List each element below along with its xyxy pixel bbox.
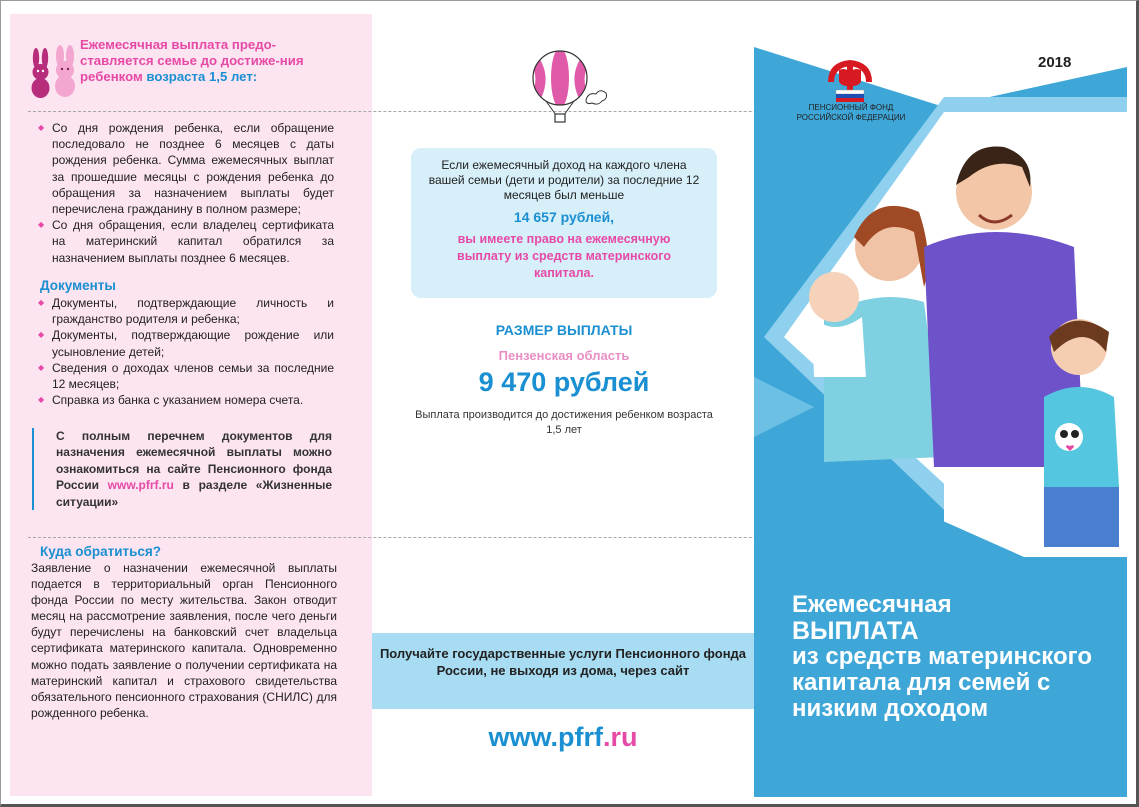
- note-text: С полным перечнем документов для назначения ежемесячной выплаты можно ознакомиться на сайте Пенсионного фонда России: [56, 429, 332, 493]
- list-item: ◆ Сведения о доходах членов семьи за последние 12 месяцев;: [38, 360, 334, 392]
- site-tld: .ru: [602, 722, 638, 752]
- income-text: Если ежемесячный доход на каждого члена вашей семьи (дети и родители) за последние 12 месяцев был меньше: [428, 158, 700, 202]
- payment-title: РАЗМЕР ВЫПЛАТЫ: [495, 322, 633, 338]
- list-item: ◆ Документы, подтверждающие рождение или усыновление детей;: [38, 327, 334, 359]
- income-sum: 14 657 рублей,: [513, 209, 615, 225]
- where-title: Куда обратиться?: [40, 544, 162, 559]
- intro-heading: [80, 37, 342, 85]
- docs-list: [38, 295, 334, 408]
- cover-title: [792, 592, 1122, 722]
- bunny-toys-icon: [28, 38, 80, 100]
- list-item: ◆ Справка из банка с указанием номера счета.: [38, 392, 334, 408]
- documents-note: [32, 428, 332, 510]
- eligibility-text: вы имеете право на ежемесячную выплату из средств материнского капитала.: [457, 232, 671, 280]
- payment-amount: 9 470 рублей: [478, 367, 650, 397]
- where-text: Заявление о назначении ежемесячной выплаты подается в территориальный орган Пенсионного фонда России по месту жительства. Закон отводит месяц на рассмотрение заявления, после чего деньги будут перечислены на банковский счет владельца сертификата материнского капитала. Одновременно можно подать заявление о получении сертификата на материнский капитал и страхового свидетельства обязательного пенсионного страхования (СНИЛС) для рожденного ребенка.: [31, 561, 337, 720]
- services-text: Получайте государственные услуги Пенсионного фонда России, не выходя из дома, через сайт: [379, 646, 747, 678]
- payment-region: Пензенская область: [498, 348, 630, 363]
- site-link[interactable]: www.pfrf.ru: [107, 478, 174, 493]
- note-text-end: в разделе «Жизненные ситуации»: [56, 478, 332, 509]
- docs-title: Документы: [40, 278, 116, 293]
- conditions-list: [38, 120, 334, 266]
- payment-note: Выплата производится до достижения ребенком возраста 1,5 лет: [415, 409, 713, 436]
- title-rest: из средств материнского капитала для семей с низким доходом: [792, 643, 1092, 722]
- list-item: ◆ Со дня рождения ребенка, если обращение последовало не позднее 6 месяцев с даты рождения ребенка. Сумма ежемесячных выплат за прошедшие месяцы с рождения ребенка до обращения за назначением выплаты будет перечислена гражданину в полном размере;: [38, 120, 334, 217]
- intro-pink-text: Ежемесячная выплата предо-ставляется семье до достиже-ния ребенком: [80, 37, 304, 84]
- pfr-logo-icon: [820, 56, 880, 104]
- title-line1: Ежемесячная: [792, 591, 952, 618]
- hot-air-balloon-icon: [518, 48, 608, 126]
- intro-blue-text: возраста 1,5 лет:: [146, 69, 258, 84]
- list-item: ◆ Документы, подтверждающие личность и гражданство родителя и ребенка;: [38, 295, 334, 327]
- site-main: www.pfrf: [488, 722, 603, 752]
- list-item: ◆ Со дня обращения, если владелец сертификата на материнский капитал обратился за назначением выплаты позднее 6 месяцев.: [38, 217, 334, 266]
- title-line2: ВЫПЛАТА: [792, 617, 919, 645]
- site-url[interactable]: [372, 722, 754, 753]
- services-banner: [372, 633, 754, 709]
- year-label: 2018: [1038, 54, 1072, 71]
- income-info-box: [411, 148, 717, 298]
- org-name: ПЕНСИОННЫЙ ФОНД РОССИЙСКОЙ ФЕДЕРАЦИИ: [796, 103, 906, 122]
